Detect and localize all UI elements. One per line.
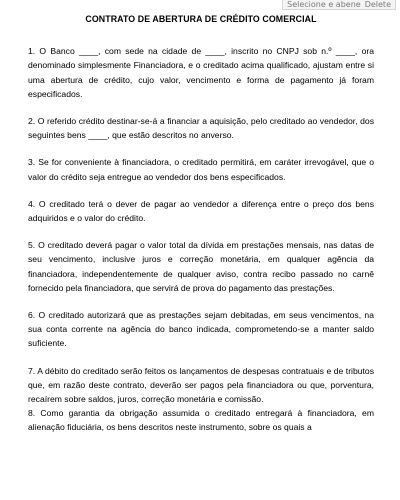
clause-3: 3. Se for conveniente à financiadora, o creditado permitirá, em caráter irrevogável, que o valor do crédito seja entregue ao vendedor dos bens especificados. bbox=[28, 157, 374, 182]
clause-2: 2. O referido crédito destinar-se-á a financiar a aquisição, pelo creditado ao vendedor, dos seguintes bens ____, que estão descritos no anverso. bbox=[28, 116, 374, 141]
select-button[interactable]: Selecione e abene bbox=[287, 0, 361, 9]
clause-4: 4. O creditado terá o dever de pagar ao vendedor a diferença entre o preço dos bens adquiridos e o valor do crédito. bbox=[28, 198, 374, 224]
document-title: CONTRATO DE ABERTURA DE CRÉDITO COMERCIAL bbox=[85, 14, 317, 24]
clause-6: 6. O creditado autorizará que as prestações sejam debitadas, em seus vencimentos, na sua conta corrente na agência do banco indicada, comprometendo-se a manter saldo suficiente. bbox=[28, 310, 374, 349]
contract-document bbox=[28, 12, 374, 448]
clause-1: 1. O Banco ____, com sede na cidade de ____, inscrito no CNPJ sob n.º ____, ora denominado simplesmente Financiadora, e o creditado acima qualificado, ajustam entre si uma abertura de crédito, cujo valor, vencimento e forma de pagamento já foram especificados. bbox=[28, 46, 374, 99]
clause-7: 7. A débito do creditado serão feitos os lançamentos de despesas contratuais e de tributos que, em razão deste contrato, deverão ser pagos pela financiadora ou que, porventura, recaírem sobre saldos, juros, correção monetária e comissão. bbox=[28, 365, 374, 405]
delete-button[interactable]: Delete bbox=[364, 0, 391, 9]
clause-5: 5. O creditado deverá pagar o valor total da dívida em prestações mensais, nas datas de seu vencimento, inclusive juros e correção monetária, em qualquer agência da financiadora, independentemente de qualquer aviso, contra recibo passado no carnê fornecido pela financiadora, que servirá de prova do pagamento das prestações. bbox=[28, 240, 374, 293]
toolbar bbox=[282, 0, 396, 10]
clause-8: 8. Como garantia da obrigação assumida o creditado entregará à financiadora, em alienação fiduciária, os bens descritos neste instrumento, sobre os quais a bbox=[28, 408, 374, 433]
